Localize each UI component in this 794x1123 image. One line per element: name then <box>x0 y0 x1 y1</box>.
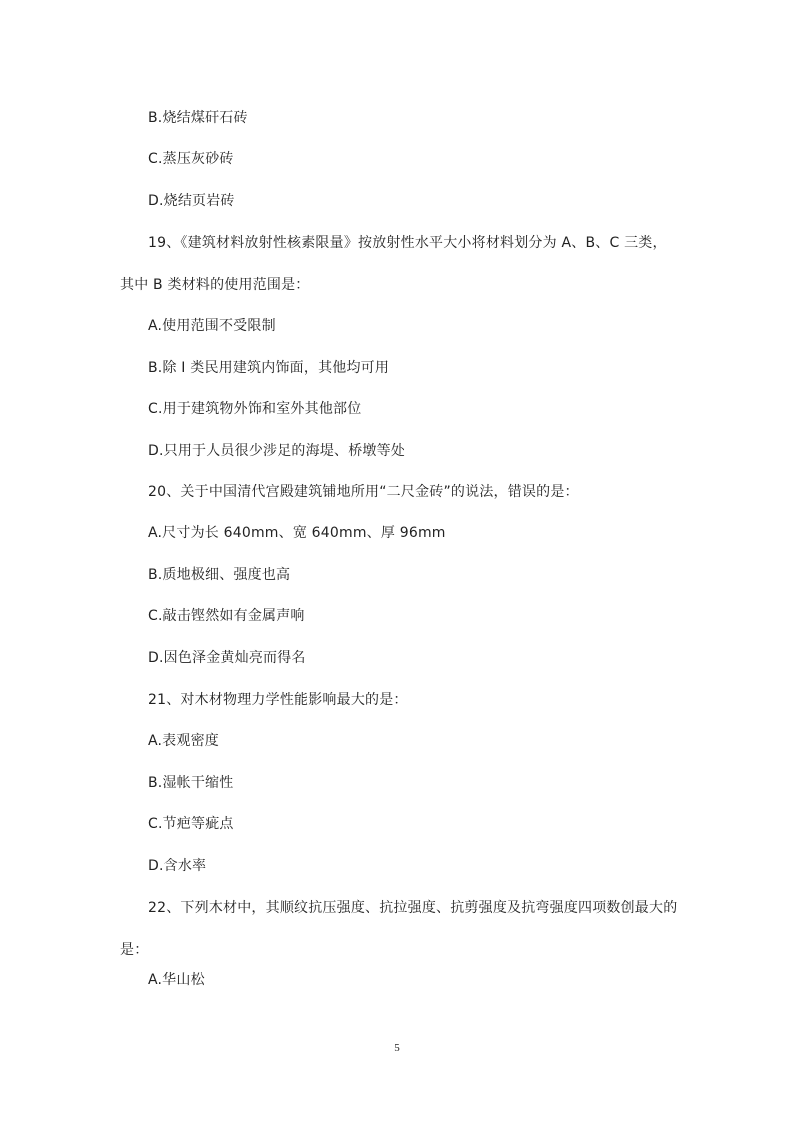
question-20: 20、关于中国清代宫殿建筑铺地所用“二尺金砖”的说法，错误的是： <box>148 484 579 500</box>
question-19-line-1: 19、《建筑材料放射性核素限量》按放射性水平大小将材料划分为 A、B、C 三类， <box>148 235 667 251</box>
option-c-q19: C.用于建筑物外饰和室外其他部位 <box>148 401 362 417</box>
question-21: 21、对木材物理力学性能影响最大的是： <box>148 692 408 708</box>
question-22-line-2: 是： <box>120 942 149 958</box>
option-b-q18: B.烧结煤矸石砖 <box>148 110 248 126</box>
option-c-q21: C.节疤等疵点 <box>148 816 234 832</box>
option-b-q20: B.质地极细、强度也高 <box>148 567 291 583</box>
option-d-q21: D.含水率 <box>148 858 207 874</box>
option-c-q18: C.蒸压灰砂砖 <box>148 151 234 167</box>
option-a-q22: A.华山松 <box>148 972 205 988</box>
option-b-q21: B.湿帐干缩性 <box>148 775 234 791</box>
question-22-line-1: 22、下列木材中，其顺纹抗压强度、抗拉强度、抗剪强度及抗弯强度四项数创最大的 <box>148 900 678 916</box>
option-a-q21: A.表观密度 <box>148 733 219 749</box>
option-d-q18: D.烧结页岩砖 <box>148 193 235 209</box>
option-a-q19: A.使用范围不受限制 <box>148 318 276 334</box>
option-a-q20: A.尺寸为长 640mm、宽 640mm、厚 96mm <box>148 525 446 541</box>
question-19-line-2: 其中 B 类材料的使用范围是： <box>120 277 310 293</box>
option-d-q20: D.因色泽金黄灿亮而得名 <box>148 650 306 666</box>
page-number: 5 <box>394 1042 400 1054</box>
option-b-q19: B.除 I 类民用建筑内饰面，其他均可用 <box>148 360 390 376</box>
option-d-q19: D.只用于人员很少涉足的海堤、桥墩等处 <box>148 443 406 459</box>
option-c-q20: C.敲击铿然如有金属声响 <box>148 608 305 624</box>
